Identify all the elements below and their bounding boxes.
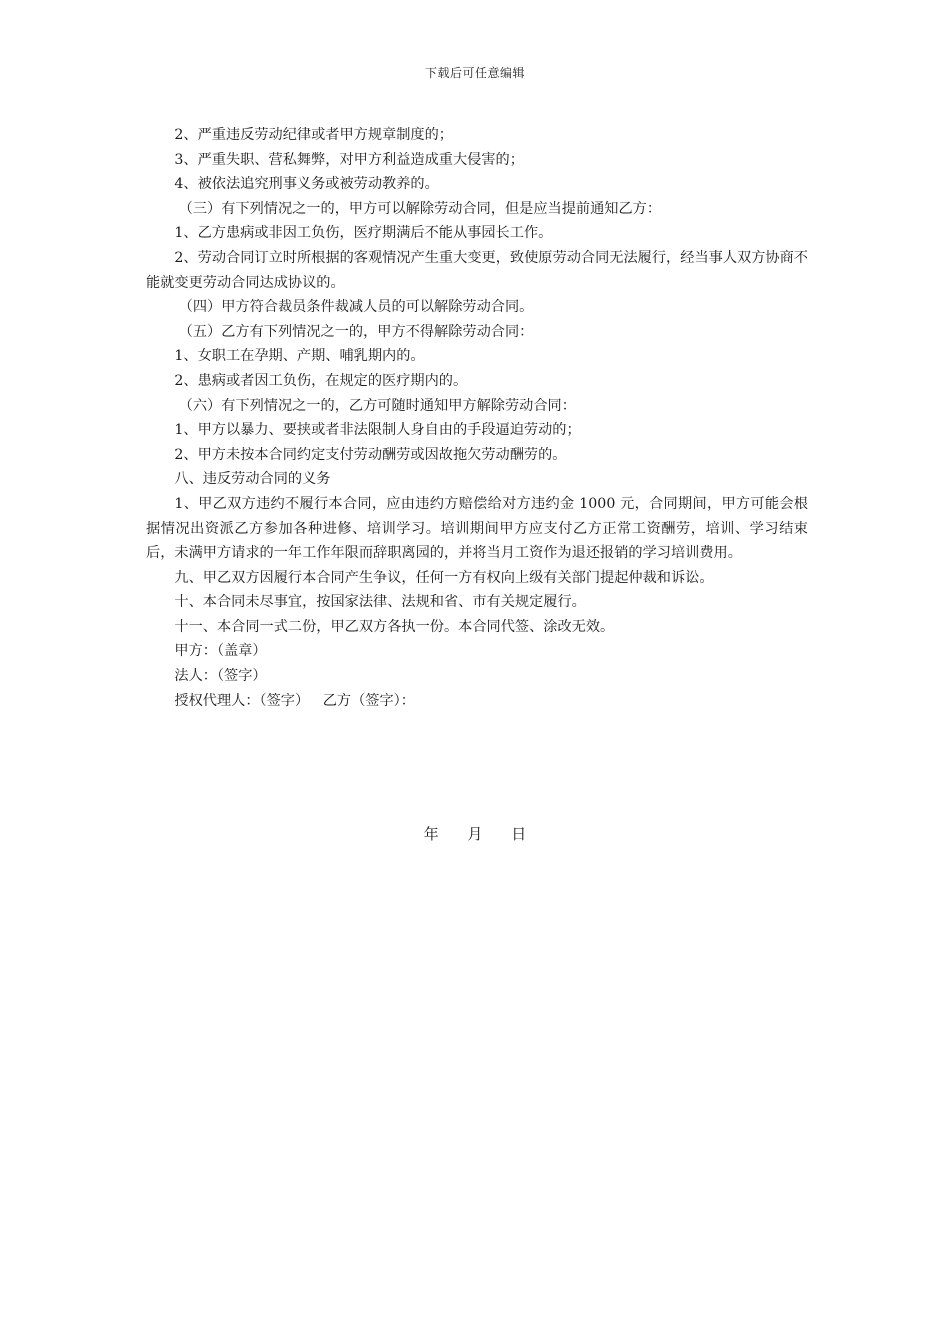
contract-body [146,123,808,713]
section-8-heading: 八、违反劳动合同的义务 [174,471,331,488]
section-9-disputes: 九、甲乙双方因履行本合同产生争议，任何一方有权向上级有关部门提起仲裁和诉讼。 [174,569,714,586]
clause-illness-injury: 1、乙方患病或非因工负伤，医疗期满后不能从事园长工作。 [174,225,553,242]
clause-serious-violation: 2、严重违反劳动纪律或者甲方规章制度的； [174,127,453,143]
section-3-heading: （三）有下列情况之一的，甲方可以解除劳动合同，但是应当提前通知乙方： [178,200,662,217]
section-11-copies: 十一、本合同一式二份，甲乙双方各执一份。本合同代签、涂改无效。 [174,618,615,635]
clause-unpaid-wages: 2、甲方未按本合同约定支付劳动酬劳或因故拖欠劳动酬劳的。 [174,446,567,463]
clause-medical-period: 2、患病或者因工负伤，在规定的医疗期内的。 [174,372,468,389]
section-5-heading: （五）乙方有下列情况之一的，甲方不得解除劳动合同： [178,323,534,340]
clause-criminal-liability: 4、被依法追究刑事义务或被劳动教养的。 [174,176,439,193]
clause-objective-change: 2、劳动合同订立时所根据的客观情况产生重大变更，致使原劳动合同无法履行，经当事人双方协商不能就变更劳动合同达成协议的。 [146,249,808,291]
clause-pregnancy: 1、女职工在孕期、产期、哺乳期内的。 [174,348,425,365]
page-header: 下载后可任意编辑 [424,66,525,80]
agent-and-party-b-signature: 授权代理人：（签字） 乙方（签字）： [174,692,415,709]
clause-coercion: 1、甲方以暴力、要挟或者非法限制人身自由的手段逼迫劳动的； [174,422,581,439]
date-month: 月 [467,825,483,843]
section-4-heading: （四）甲方符合裁员条件裁减人员的可以解除劳动合同。 [178,299,534,316]
date-day: 日 [511,825,527,843]
clause-breach-penalty: 1、甲乙双方违约不履行本合同，应由违约方赔偿给对方违约金 1000 元，合同期间，甲方可能会根据情况出资派乙方参加各种进修、培训学习。培训期间甲方应支付乙方正常工资酬劳，培训、学习结束后，未满甲方请求的一年工作年限而辞职离园的，并将当月工资作为退还报销的学习培训费用。 [146,495,808,562]
section-10-other: 十、本合同未尽事宜，按国家法律、法规和省、市有关规定履行。 [174,594,586,611]
date-year: 年 [423,825,439,843]
signature-date [0,823,950,844]
legal-representative-signature: 法人：（签字） [174,668,267,685]
clause-serious-negligence: 3、严重失职、营私舞弊，对甲方利益造成重大侵害的； [174,151,524,168]
party-a-seal: 甲方：（盖章） [174,643,267,660]
section-6-heading: （六）有下列情况之一的，乙方可随时通知甲方解除劳动合同： [178,397,576,414]
